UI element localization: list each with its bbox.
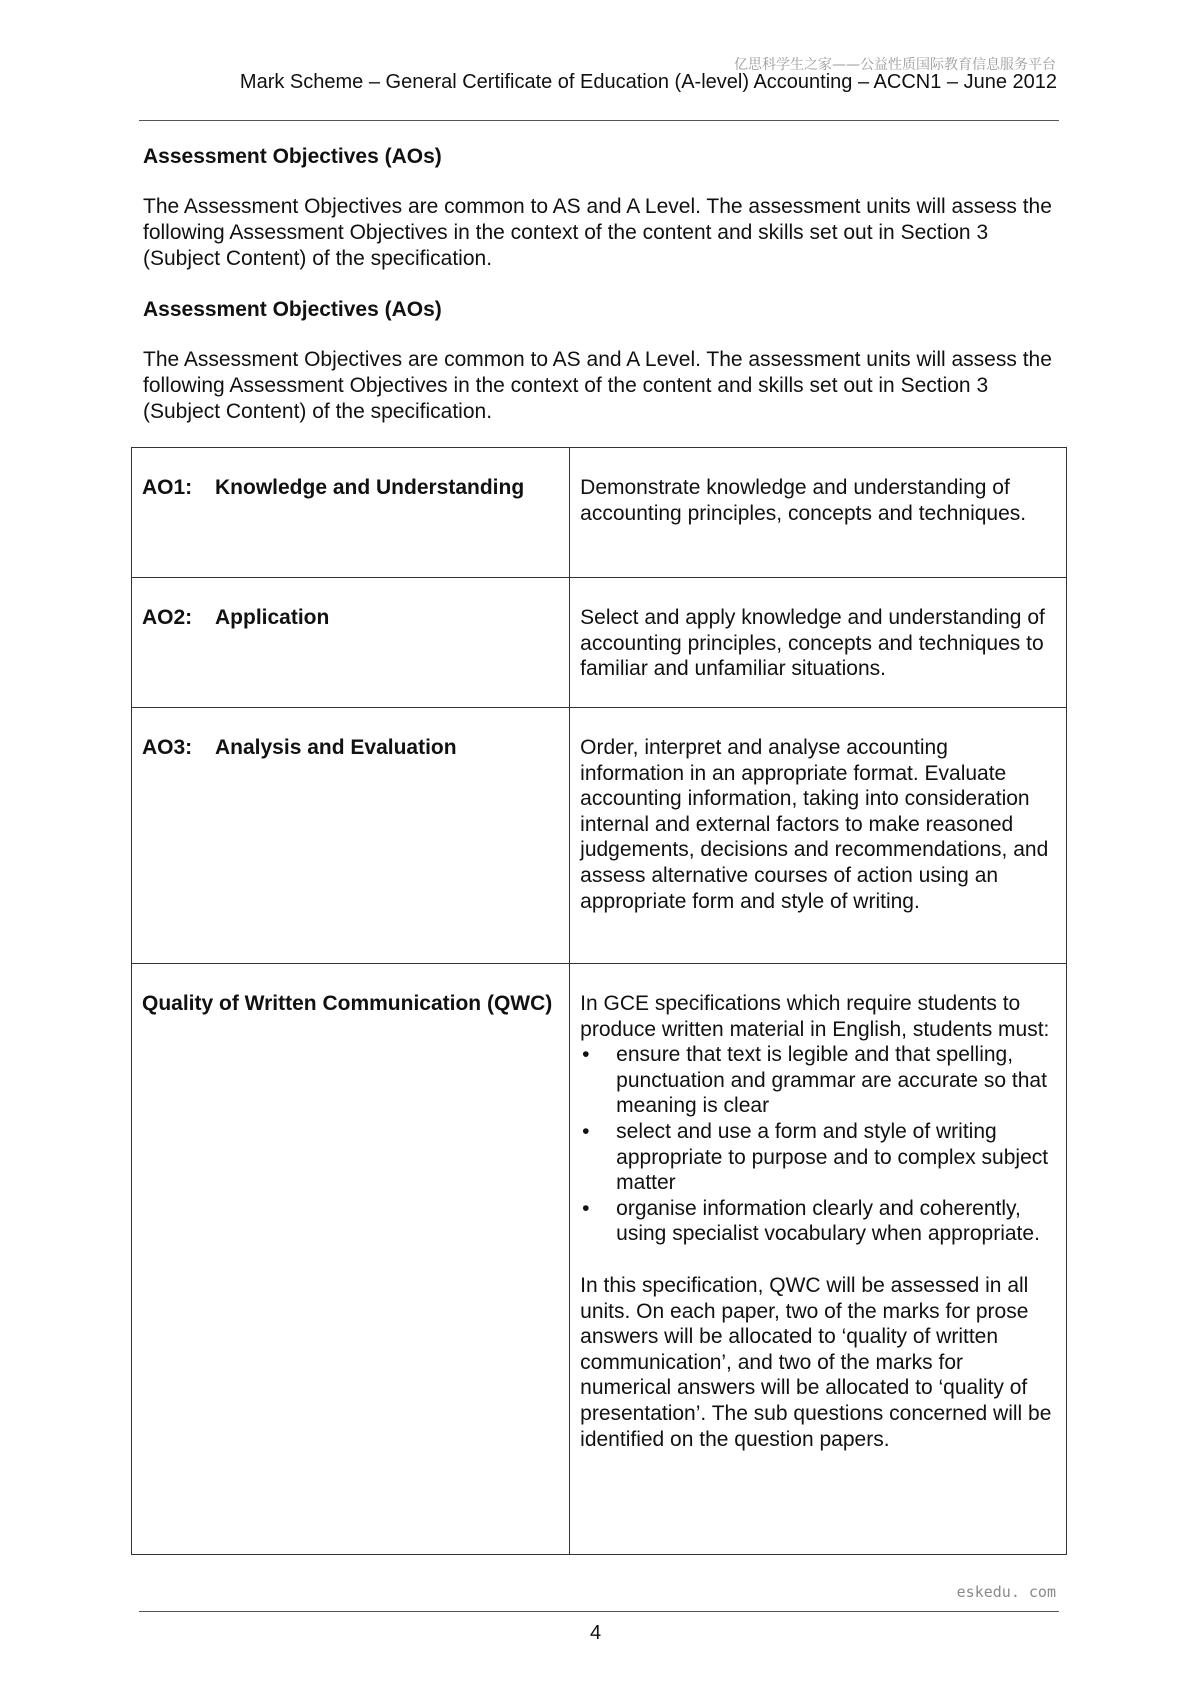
section-paragraph: The Assessment Objectives are common to AS and A Level. The assessment units will assess the following Assessment Objectives in the context of the content and skills set out in Section 3 (Subject Content) of the specification. bbox=[143, 195, 1052, 270]
list-item bbox=[580, 1119, 1056, 1196]
list-item bbox=[580, 1196, 1056, 1247]
ao-label-cell bbox=[132, 448, 570, 578]
bullet-text: ensure that text is legible and that spelling, punctuation and grammar are accurate so that meaning is clear bbox=[616, 1043, 1047, 1118]
ao-label-cell bbox=[132, 708, 570, 964]
bullet-icon: • bbox=[582, 1119, 590, 1143]
ao-name: Knowledge and Understanding bbox=[215, 476, 525, 499]
ao-code: AO2: bbox=[142, 606, 193, 629]
ao-name: Analysis and Evaluation bbox=[215, 736, 457, 759]
table-row bbox=[132, 964, 1067, 1555]
header-rule bbox=[139, 120, 1059, 121]
ao-description: Order, interpret and analyse accounting information in an appropriate format. Evaluate accounting information, taking into consideration internal and external factors to make reasoned judgements, decisions and recommendations, and assess alternative courses of action using an appropriate form and style of writing. bbox=[570, 708, 1067, 964]
bullet-icon: • bbox=[582, 1196, 590, 1220]
qwc-bullet-list bbox=[580, 1042, 1056, 1247]
footer-watermark: eskedu. com bbox=[956, 1583, 1056, 1601]
section-heading: Assessment Objectives (AOs) bbox=[143, 145, 442, 168]
ao-code: AO1: bbox=[142, 476, 193, 499]
list-item bbox=[580, 1042, 1056, 1119]
qwc-intro: In GCE specifications which require students to produce written material in English, students must: bbox=[580, 992, 1050, 1041]
section-heading: Assessment Objectives (AOs) bbox=[143, 298, 442, 321]
qwc-description bbox=[570, 964, 1067, 1555]
qwc-closing: In this specification, QWC will be assessed in all units. On each paper, two of the marks for prose answers will be allocated to ‘quality of written communication’, and two of the marks for numerical answers will be allocated to ‘quality of presentation’. The sub questions concerned will be identified on the question papers. bbox=[580, 1273, 1052, 1451]
table-row bbox=[132, 448, 1067, 578]
table-row bbox=[132, 708, 1067, 964]
table-row bbox=[132, 578, 1067, 708]
header-watermark: 亿思科学生之家——公益性质国际教育信息服务平台 bbox=[734, 57, 1056, 73]
ao-description: Demonstrate knowledge and understanding of accounting principles, concepts and techniques. bbox=[570, 448, 1067, 578]
footer-rule bbox=[139, 1611, 1059, 1612]
ao-name: Application bbox=[215, 606, 330, 629]
section-paragraph: The Assessment Objectives are common to AS and A Level. The assessment units will assess the following Assessment Objectives in the context of the content and skills set out in Section 3 (Subject Content) of the specification. bbox=[143, 348, 1052, 423]
qwc-label: Quality of Written Communication (QWC) bbox=[132, 964, 570, 1555]
ao-description: Select and apply knowledge and understanding of accounting principles, concepts and techniques to familiar and unfamiliar situations. bbox=[570, 578, 1067, 708]
intro-content bbox=[143, 144, 1063, 450]
ao-code: AO3: bbox=[142, 736, 193, 759]
bullet-text: organise information clearly and coherently, using specialist vocabulary when appropriate. bbox=[616, 1196, 1040, 1246]
assessment-objectives-table bbox=[131, 447, 1067, 1555]
bullet-icon: • bbox=[582, 1043, 590, 1067]
ao-label-cell bbox=[132, 578, 570, 708]
page-number: 4 bbox=[589, 1622, 602, 1644]
bullet-text: select and use a form and style of writing appropriate to purpose and to complex subject matter bbox=[616, 1119, 1049, 1195]
running-header: Mark Scheme – General Certificate of Education (A-level) Accounting – ACCN1 – June 2012 bbox=[239, 71, 1057, 93]
